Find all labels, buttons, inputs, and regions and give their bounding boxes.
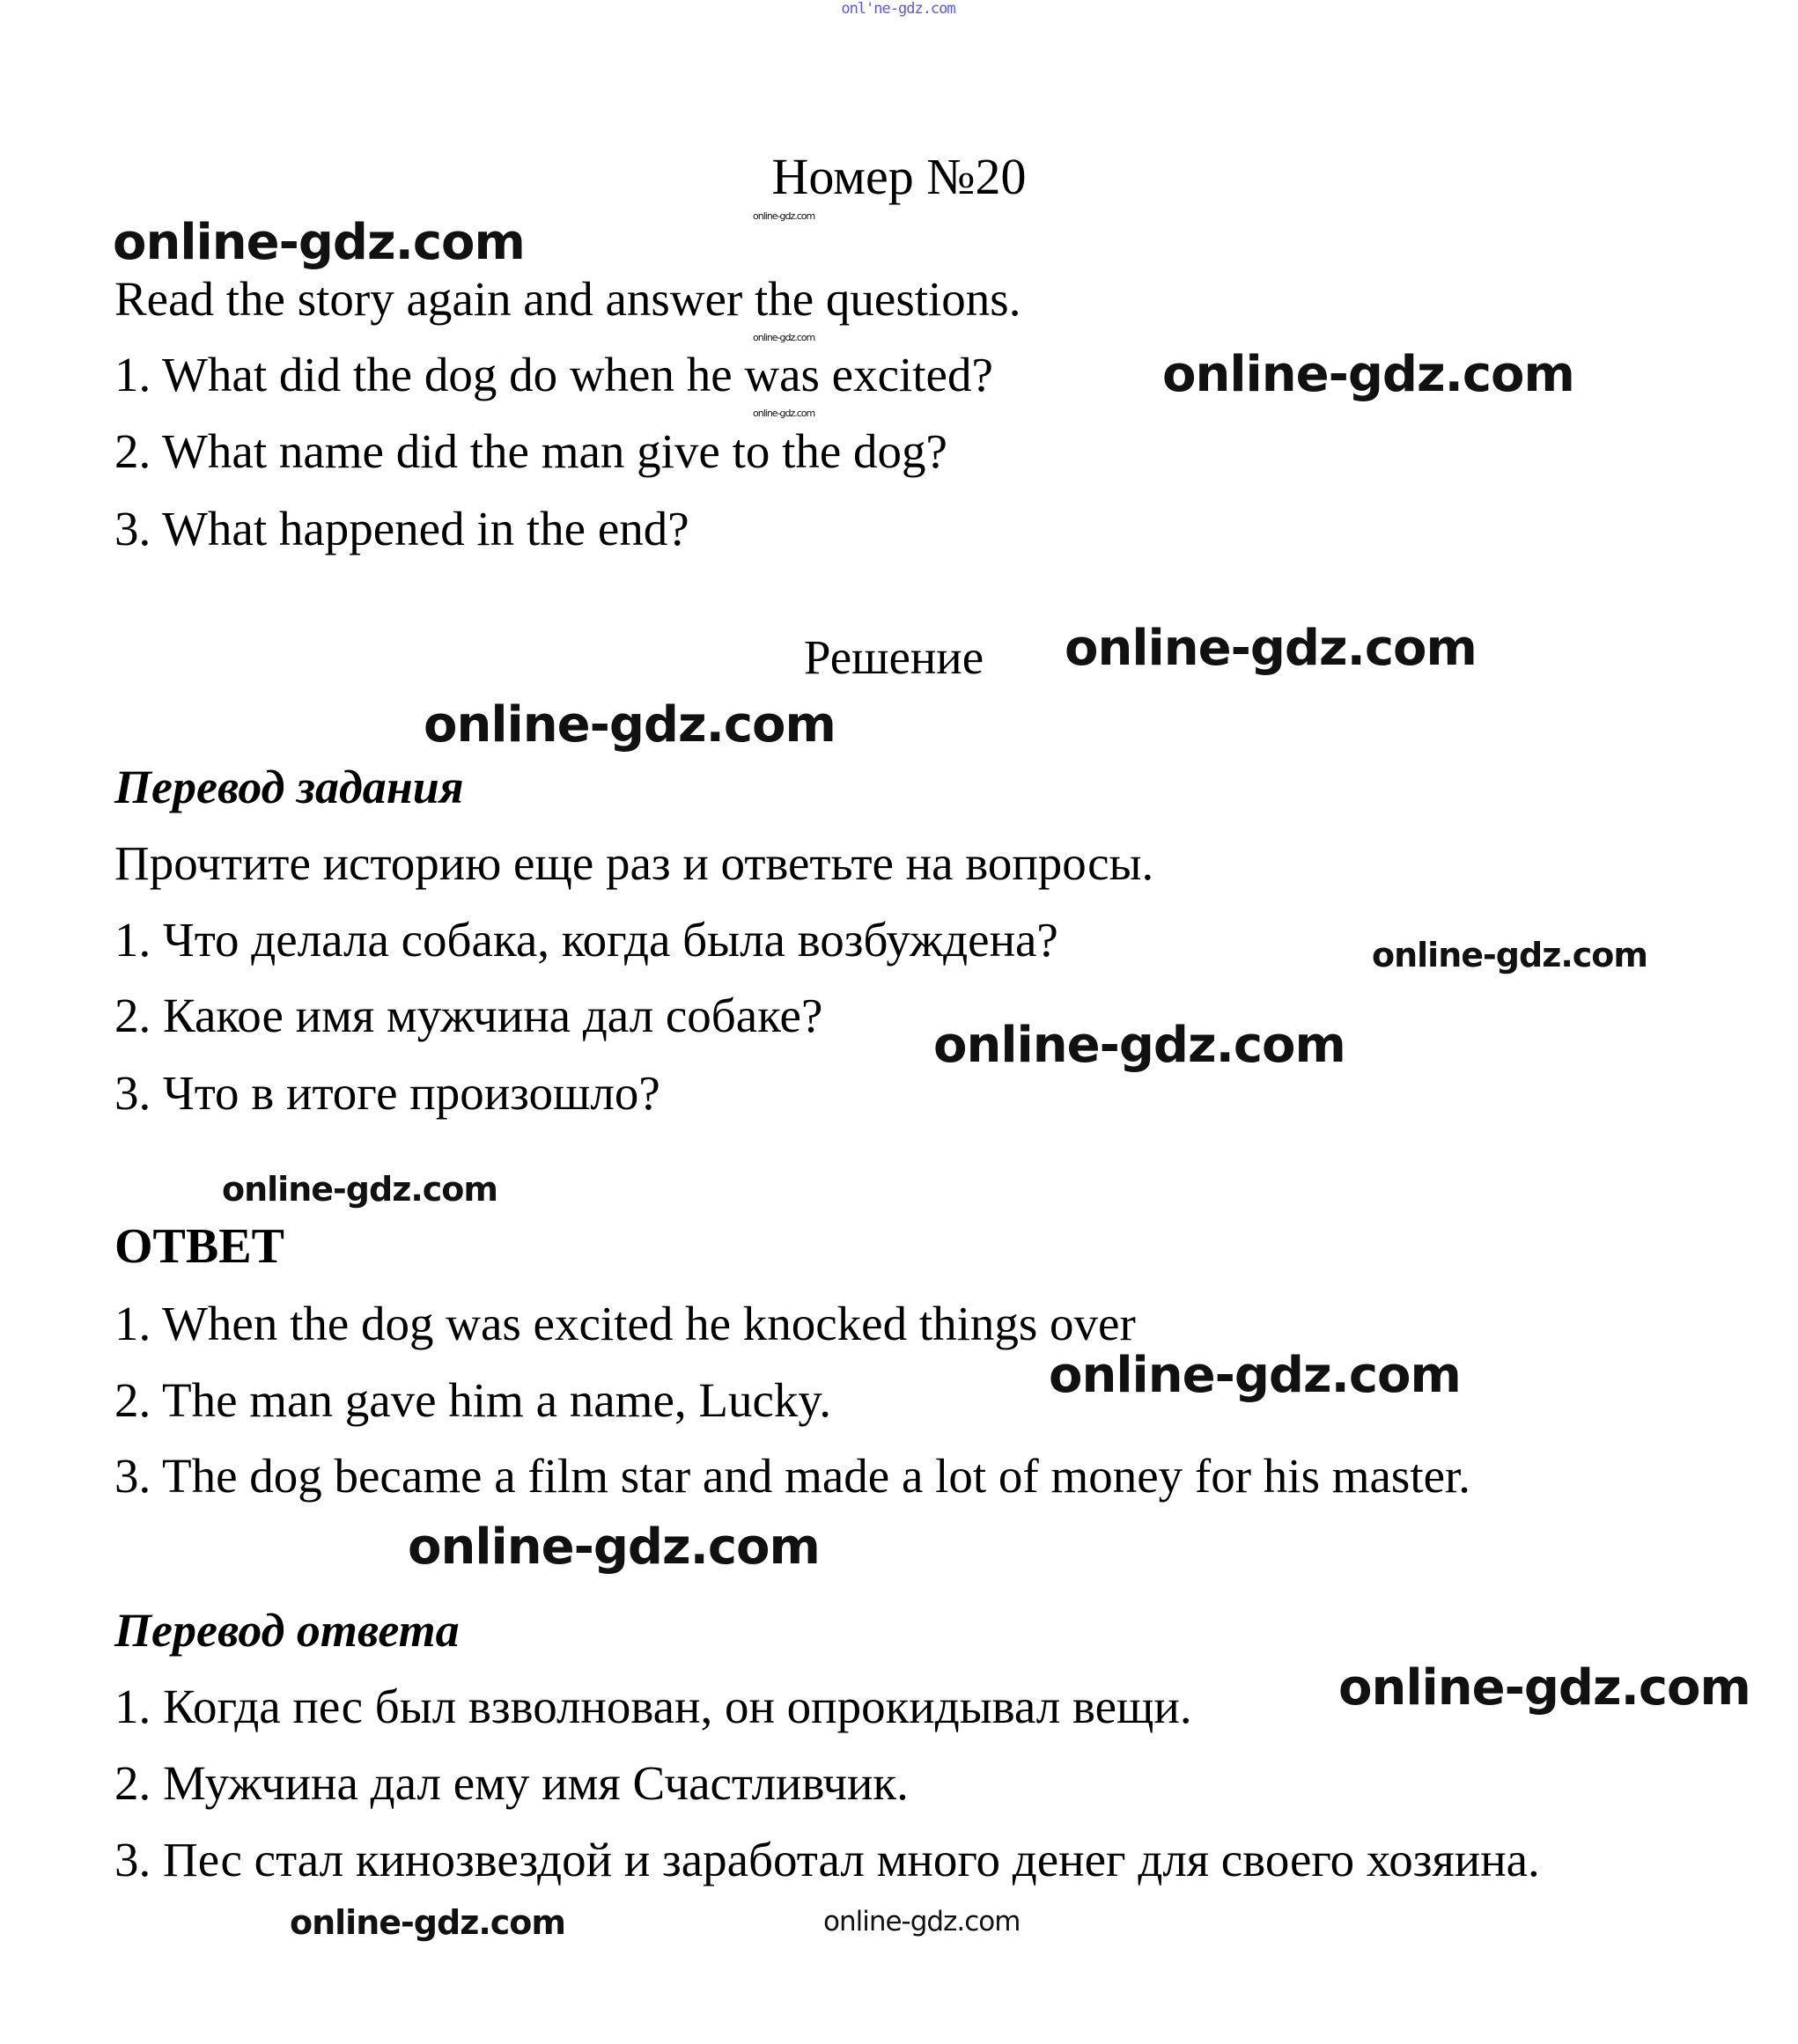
watermark: online-gdz.com: [1338, 1659, 1750, 1717]
answer-item: 1. When the dog was excited he knocked things over: [114, 1297, 1136, 1350]
task-question: 2. What name did the man give to the dog?: [114, 424, 947, 478]
answer-translation-item: 2. Мужчина дал ему имя Счастливчик.: [114, 1756, 909, 1810]
task-question: 3. What happened in the end?: [114, 502, 689, 555]
task-intro: Read the story again and answer the questions.: [114, 272, 1021, 326]
task-translation-question: 1. Что делала собака, когда была возбуждена?: [114, 913, 1058, 967]
watermark: online-gdz.com: [290, 1903, 565, 1942]
answer-translation-heading: Перевод ответа: [114, 1604, 460, 1657]
watermark: online-gdz.com: [753, 408, 815, 419]
watermark: online-gdz.com: [823, 1906, 1021, 1937]
watermark: online-gdz.com: [408, 1518, 820, 1576]
answer-translation-item: 1. Когда пес был взволнован, он опрокидывал вещи.: [114, 1680, 1192, 1733]
watermark: online-gdz.com: [1065, 620, 1477, 677]
watermark: online-gdz.com: [113, 214, 525, 271]
answer-heading: ОТВЕТ: [114, 1219, 284, 1274]
watermark: online-gdz.com: [222, 1170, 497, 1209]
task-translation-question: 3. Что в итоге произошло?: [114, 1066, 660, 1120]
watermark: online-gdz.com: [1372, 936, 1647, 974]
answer-item: 2. The man gave him a name, Lucky.: [114, 1373, 832, 1427]
answer-item: 3. The dog became a film star and made a lot of money for his master.: [114, 1449, 1471, 1503]
watermark: online-gdz.com: [753, 332, 815, 343]
answer-translation-item: 3. Пес стал кинозвездой и заработал много денег для своего хозяина.: [114, 1833, 1540, 1886]
task-question: 1. What did the dog do when he was excited?: [114, 348, 993, 401]
task-translation-heading: Перевод задания: [114, 761, 464, 813]
watermark: online-gdz.com: [1162, 346, 1574, 403]
watermark: online-gdz.com: [933, 1017, 1345, 1074]
solution-label: Решение: [803, 630, 984, 684]
task-translation-intro: Прочтите историю еще раз и ответьте на вопросы.: [114, 836, 1154, 890]
top-watermark: onl'ne-gdz.com: [841, 0, 955, 18]
watermark: online-gdz.com: [753, 210, 815, 222]
watermark: online-gdz.com: [424, 696, 836, 754]
watermark: online-gdz.com: [1049, 1347, 1461, 1404]
page-title: Номер №20: [771, 148, 1027, 205]
task-translation-question: 2. Какое имя мужчина дал собаке?: [114, 989, 823, 1042]
